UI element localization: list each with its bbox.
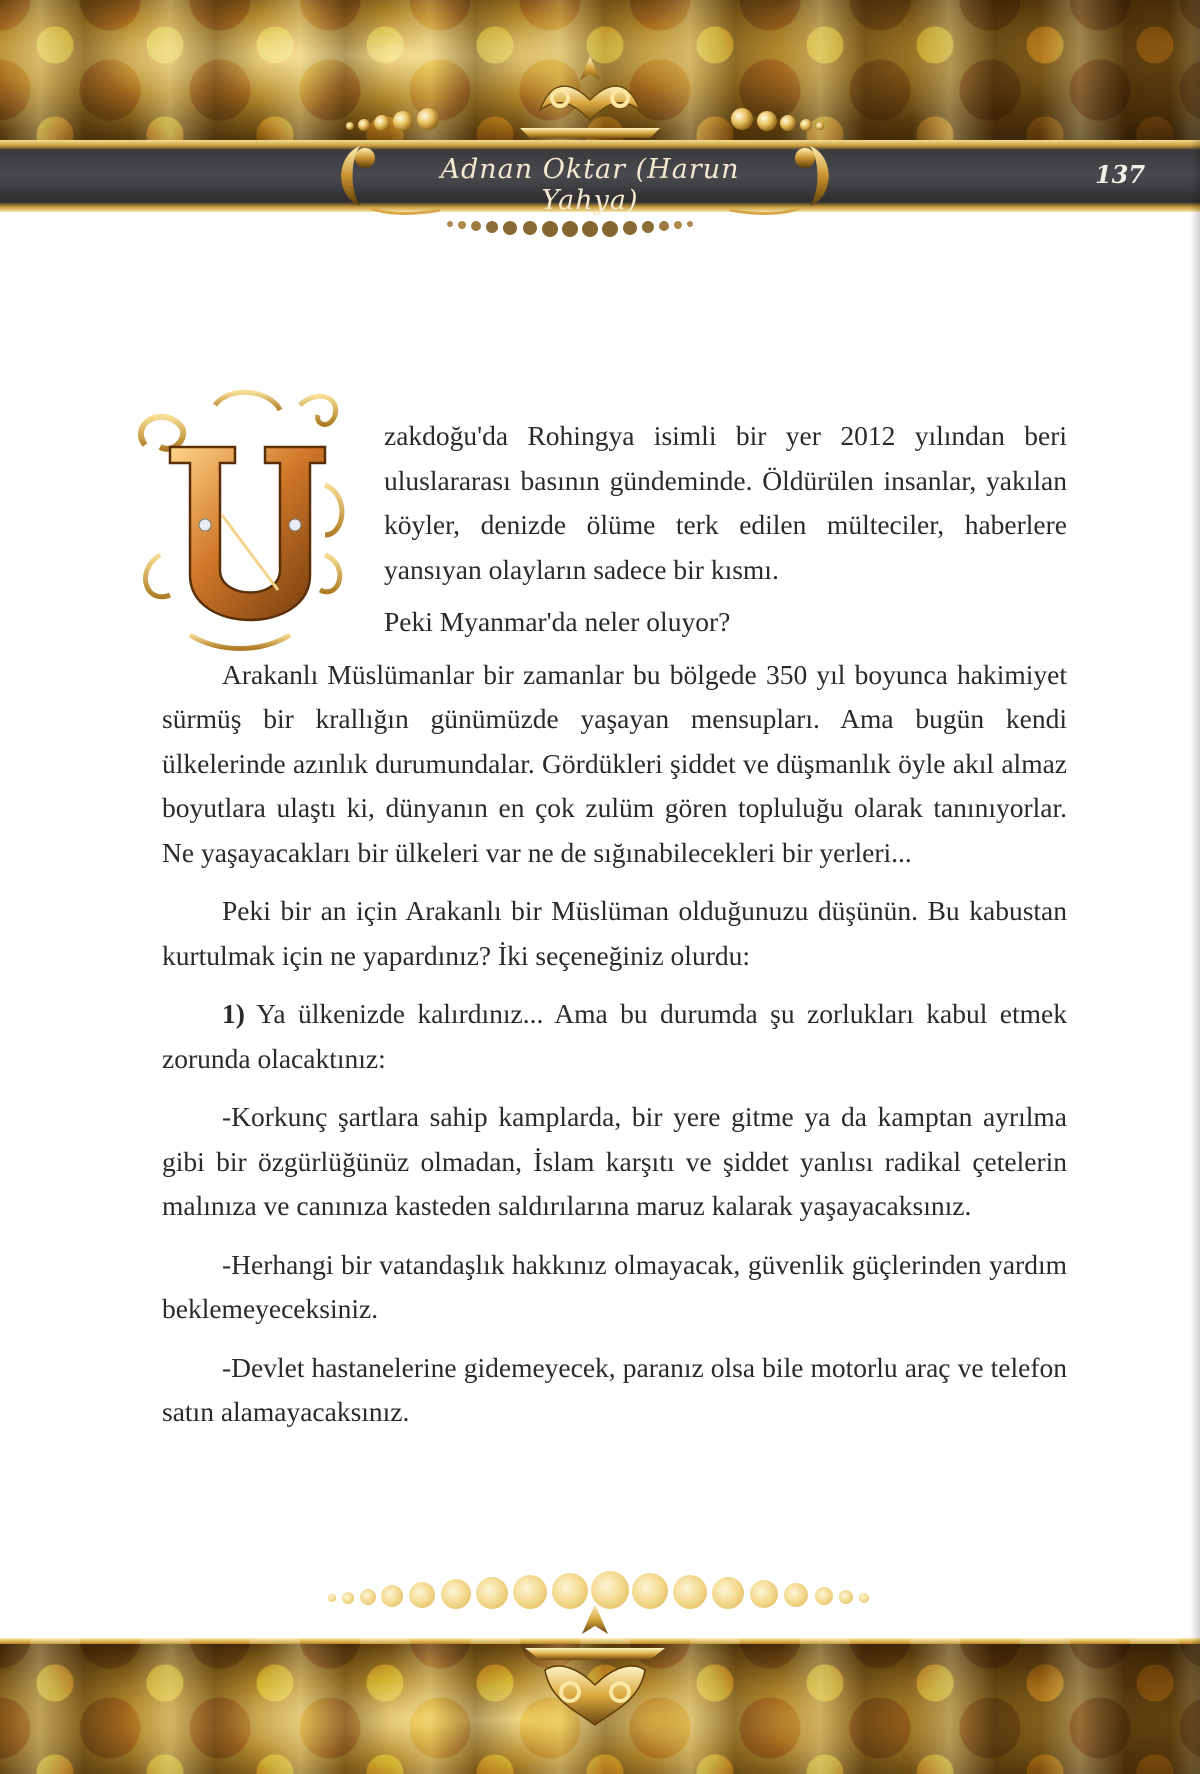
paragraph-camps: -Korkunç şartlara sahip kamplarda, bir yere gitme ya da kamptan ayrılma gibi bir özgürlüğünüz olmadan, İslam karşıtı ve şiddet yanlısı radikal çetelerin malınıza ve canınıza kasteden saldırılarına maruz kalarak yaşayacaksınız. bbox=[162, 1101, 1067, 1221]
paragraph-citizenship: -Herhangi bir vatandaşlık hakkınız olmayacak, güvenlik güçlerinden yardım beklemeyeceksiniz. bbox=[162, 1248, 1067, 1324]
paragraph-intro: zakdoğu'da Rohingya isimli bir yer 2012 yılından beri uluslararası basının gündeminde. Öldürülen insanlar, yakılan köyler, denizde ölüme terk edilen mülteciler, haberlere yansıyan olayların sadece bir kısmı. bbox=[384, 420, 1067, 585]
header-bead-row-lower bbox=[430, 214, 730, 244]
paragraph-imagine: Peki bir an için Arakanlı bir Müslüman olduğunuzu düşünün. Bu kabustan kurtulmak için ne yapardınız? İki seçeneğiniz olurdu: bbox=[162, 895, 1067, 971]
header-author-title: Adnan Oktar (Harun Yahya) bbox=[440, 154, 740, 216]
option-number: 1) bbox=[222, 998, 245, 1029]
page-number: 137 bbox=[1094, 160, 1146, 189]
footer-crest-ornament bbox=[500, 1600, 690, 1750]
page-edge-shadow bbox=[1190, 0, 1200, 1774]
paragraph-history: Arakanlı Müslümanlar bir zamanlar bu bölgede 350 yıl boyunca hakimiyet sürmüş bir krallığın günümüzde yaşayan mensupları. Ama bugün kendi ülkelerinde azınlık durumundalar. Gördükleri şiddet ve düşmanlık öyle akıl almaz boyutlara ulaştı ki, dünyanın en çok zulüm gören topluluğu olarak tanınıyorlar. Ne yaşayacakları bir ülkeleri var ne de sığınabilecekleri bir yerleri... bbox=[162, 658, 1067, 868]
paragraph-option-one bbox=[162, 992, 1067, 1081]
article-body bbox=[162, 414, 1067, 1449]
paragraph-question: Peki Myanmar'da neler oluyor? bbox=[384, 606, 731, 637]
header-bead-row bbox=[340, 96, 830, 136]
option-text: Ya ülkenizde kalırdınız... Ama bu durumda şu zorlukları kabul etmek zorunda olacaktınız: bbox=[162, 998, 1067, 1074]
paragraph-hospitals: -Devlet hastanelerine gidemeyecek, paranız olsa bile motorlu araç ve telefon satın alamayacaksınız. bbox=[162, 1351, 1067, 1427]
